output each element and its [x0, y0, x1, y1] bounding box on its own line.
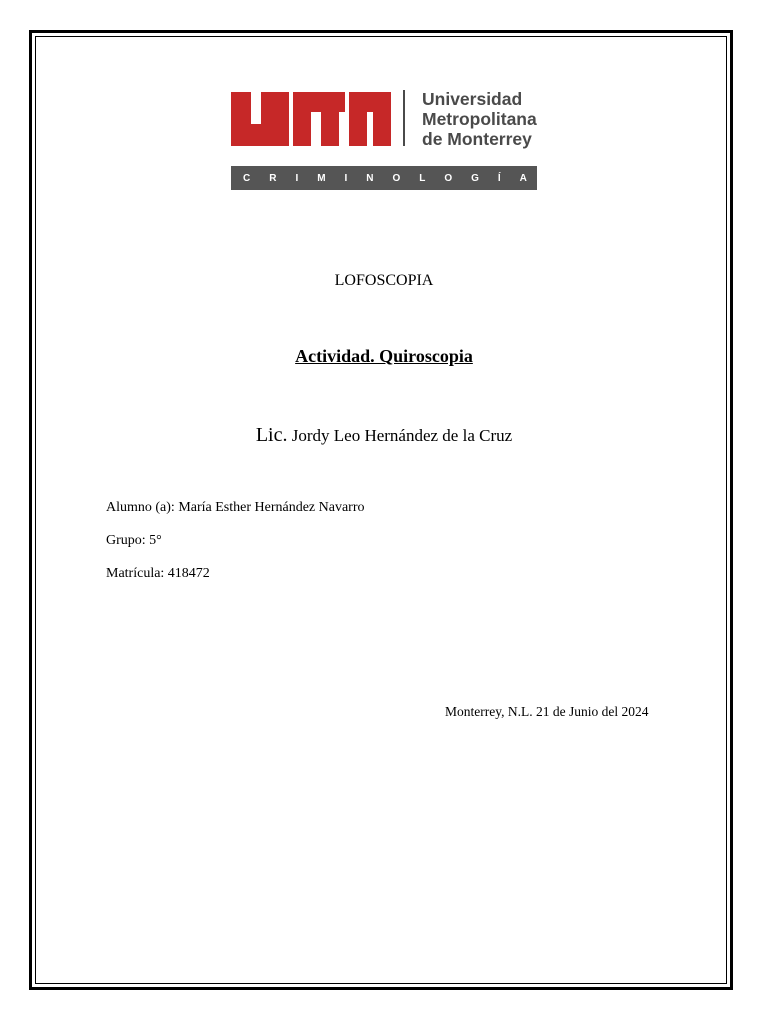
umm-logo-mark: [231, 86, 411, 146]
program-letter: M: [317, 172, 326, 184]
place-date: Monterrey, N.L. 21 de Junio del 2024: [445, 704, 649, 719]
program-letter: I: [344, 172, 348, 184]
program-letter: Í: [497, 172, 501, 184]
student-name: Alumno (a): María Esther Hernández Navarro: [106, 500, 365, 515]
teacher-name: Jordy Leo Hernández de la Cruz: [291, 426, 513, 445]
program-letter: O: [392, 172, 401, 184]
program-letter: L: [419, 172, 426, 184]
program-letter: A: [519, 172, 527, 184]
activity-title: Actividad. Quiroscopia: [295, 346, 473, 366]
group-line: Grupo: 5°: [106, 533, 162, 548]
program-letter: I: [295, 172, 299, 184]
subject-title: LOFOSCOPIA: [334, 272, 434, 289]
university-name-line-1: Universidad: [422, 89, 523, 109]
university-logo: [231, 86, 537, 190]
program-letter: R: [269, 172, 277, 184]
teacher-line: [0, 424, 768, 447]
program-bar: [231, 166, 537, 190]
university-name-line-2: Metropolitana: [422, 109, 537, 129]
program-letter: G: [471, 172, 479, 184]
teacher-title: Lic.: [255, 424, 288, 446]
program-letter: O: [444, 172, 453, 184]
university-name-line-3: de Monterrey: [422, 129, 532, 149]
program-letter: C: [243, 172, 251, 184]
program-letter: N: [366, 172, 374, 184]
university-name: [422, 89, 537, 149]
student-id: Matrícula: 418472: [106, 566, 210, 581]
